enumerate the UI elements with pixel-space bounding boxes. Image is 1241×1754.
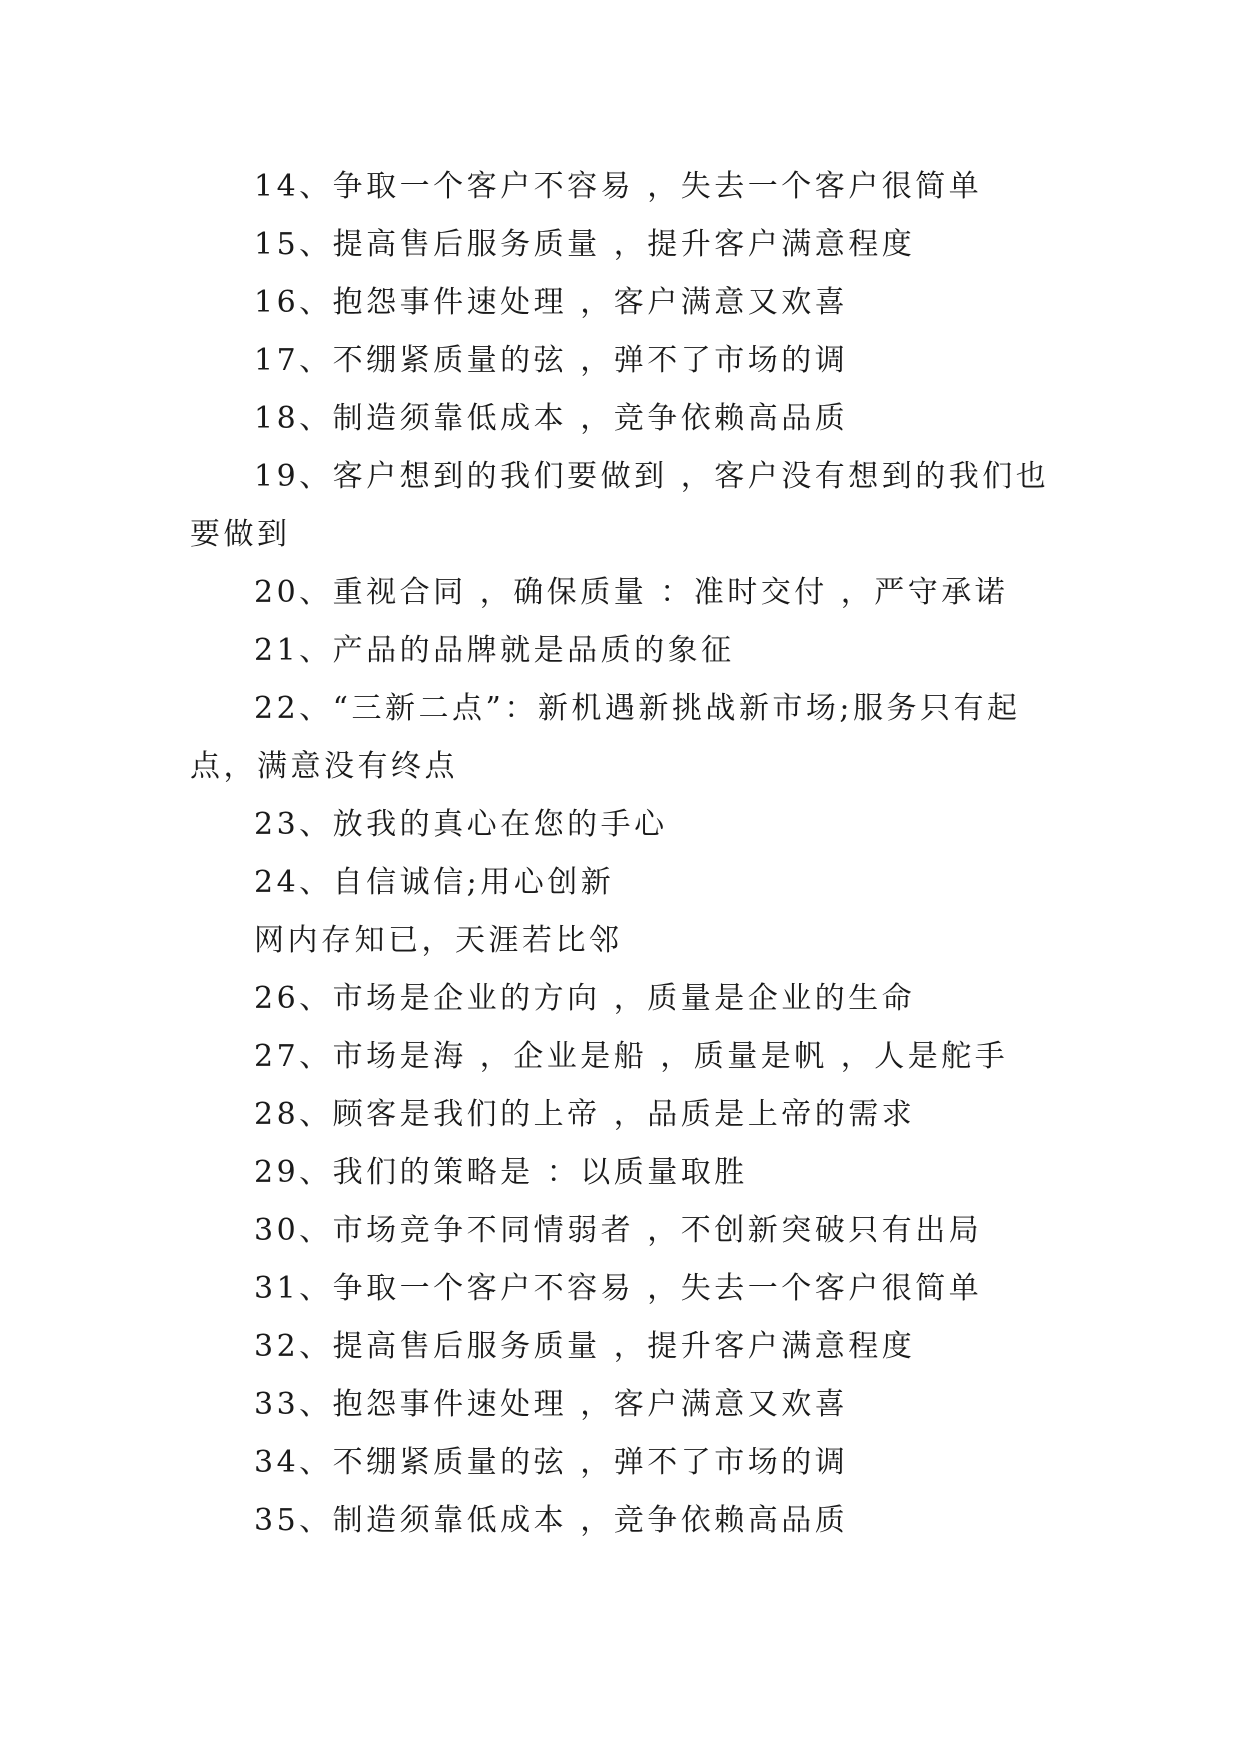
slogan-line-20: 20、重视合同 ，确保质量 ：准时交付 ，严守承诺 bbox=[254, 575, 1009, 610]
slogan-line-18: 18、制造须靠低成本 ，竞争依赖高品质 bbox=[254, 401, 849, 436]
slogan-line-16: 16、抱怨事件速处理 ，客户满意又欢喜 bbox=[254, 285, 849, 320]
slogan-line-25: 网内存知已，天涯若比邻 bbox=[254, 923, 623, 958]
slogan-line-24: 24、自信诚信;用心创新 bbox=[254, 865, 615, 900]
slogan-line-31: 31、争取一个客户不容易 ，失去一个客户很简单 bbox=[254, 1271, 983, 1306]
document-body bbox=[190, 158, 1070, 1550]
slogan-line-34: 34、不绷紧质量的弦 ，弹不了市场的调 bbox=[254, 1445, 849, 1480]
slogan-line-17: 17、不绷紧质量的弦 ，弹不了市场的调 bbox=[254, 343, 849, 378]
slogan-line-35: 35、制造须靠低成本 ，竞争依赖高品质 bbox=[254, 1503, 849, 1538]
slogan-line-26: 26、市场是企业的方向 ，质量是企业的生命 bbox=[254, 981, 916, 1016]
slogan-line-29: 29、我们的策略是 ：以质量取胜 bbox=[254, 1155, 748, 1190]
slogan-line-23: 23、放我的真心在您的手心 bbox=[254, 807, 668, 842]
slogan-line-21: 21、产品的品牌就是品质的象征 bbox=[254, 633, 735, 668]
slogan-line-32: 32、提高售后服务质量 ，提升客户满意程度 bbox=[254, 1329, 916, 1364]
slogan-line-30: 30、市场竞争不同情弱者 ，不创新突破只有出局 bbox=[254, 1213, 983, 1248]
slogan-line-33: 33、抱怨事件速处理 ，客户满意又欢喜 bbox=[254, 1387, 849, 1422]
slogan-line-27: 27、市场是海 ，企业是船 ，质量是帆 ，人是舵手 bbox=[254, 1039, 1009, 1074]
slogan-line-14: 14、争取一个客户不容易 ，失去一个客户很简单 bbox=[254, 169, 983, 204]
slogan-line-19: 19、客户想到的我们要做到 ，客户没有想到的我们也要做到 bbox=[190, 459, 1050, 552]
slogan-line-15: 15、提高售后服务质量 ，提升客户满意程度 bbox=[254, 227, 916, 262]
slogan-line-28: 28、顾客是我们的上帝 ，品质是上帝的需求 bbox=[254, 1097, 916, 1132]
slogan-line-22: 22、“三新二点”：新机遇新挑战新市场;服务只有起点，满意没有终点 bbox=[190, 691, 1021, 784]
